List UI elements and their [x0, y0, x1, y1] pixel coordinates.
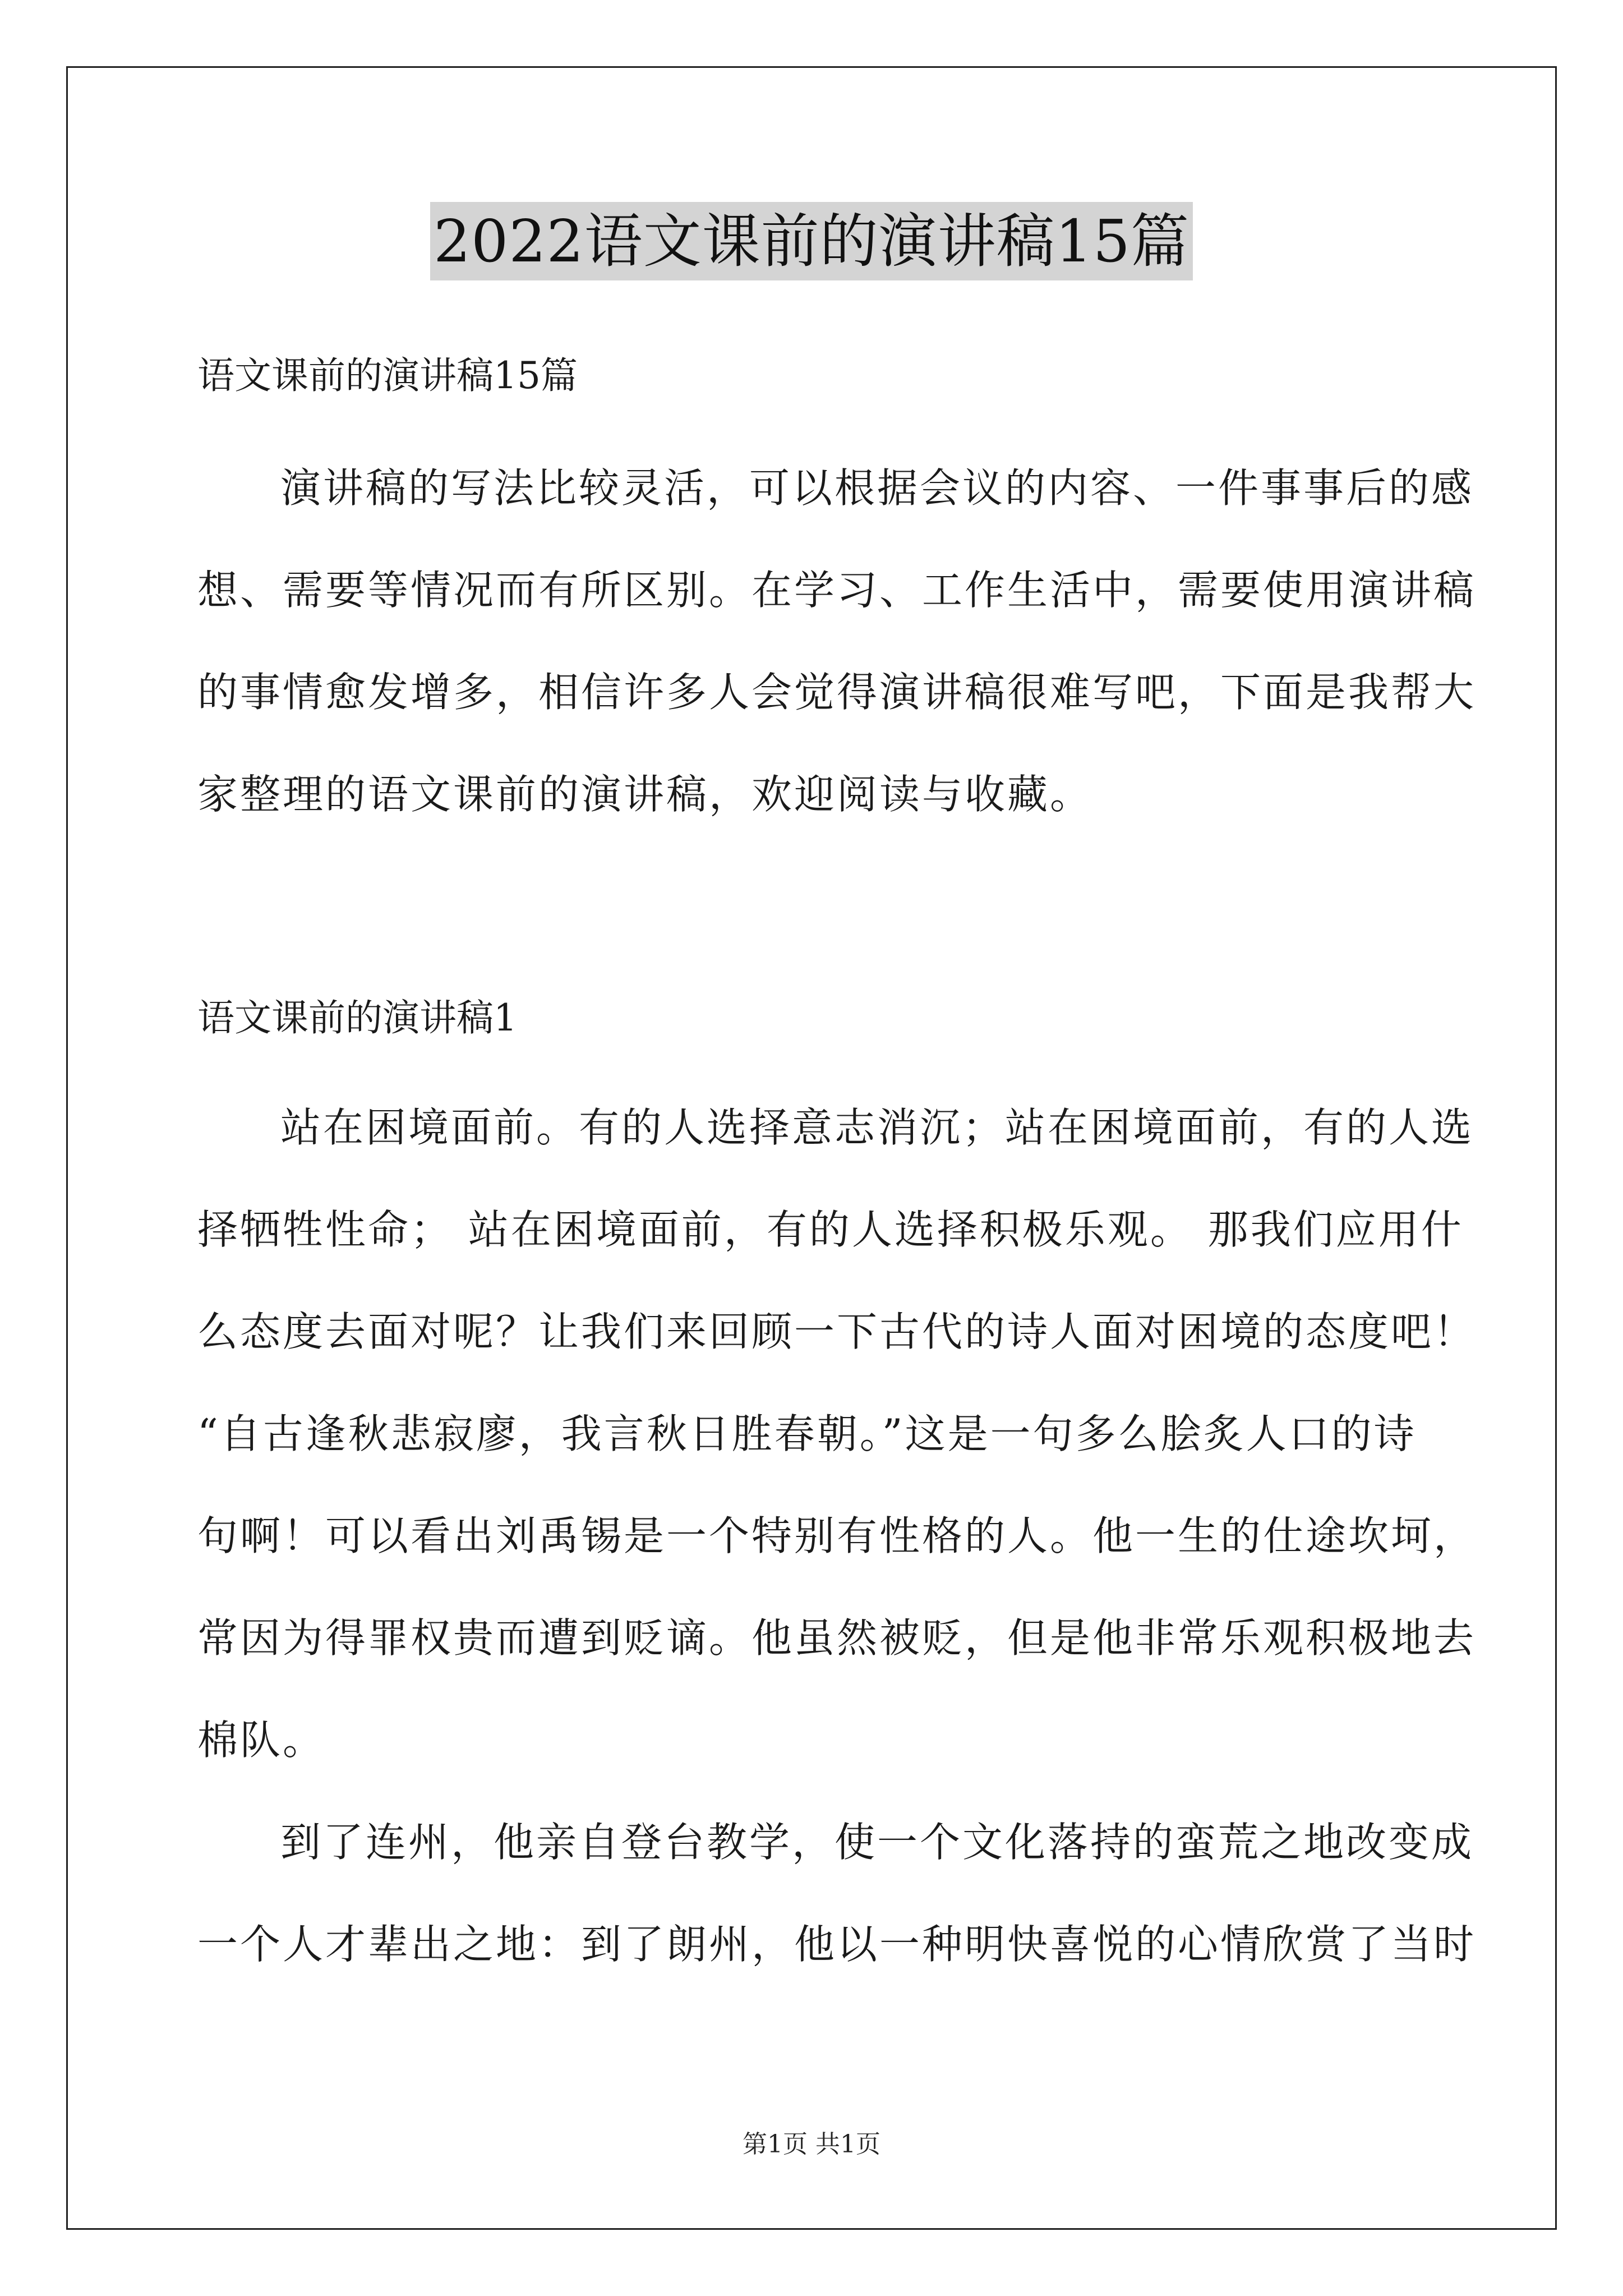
- paragraph-line: 棉队。: [197, 1717, 326, 1764]
- section-heading: 语文课前的演讲稿1: [197, 996, 517, 1039]
- title-container: [0, 202, 1623, 280]
- intro-line: 的事情愈发增多，相信许多人会觉得演讲稿很难写吧，下面是我帮大: [197, 669, 1477, 716]
- paragraph-line: 站在困境面前。有的人选择意志消沉；站在困境面前，有的人选: [280, 1104, 1474, 1151]
- document-subtitle: 语文课前的演讲稿15篇: [197, 354, 578, 397]
- document-title: 2022语文课前的演讲稿15篇: [430, 202, 1193, 280]
- paragraph-line: 常因为得罪权贵而遭到贬谪。他虽然被贬，但是他非常乐观积极地去: [197, 1614, 1477, 1662]
- paragraph-line: 句啊！可以看出刘禹锡是一个特别有性格的人。他一生的仕途坎坷，: [197, 1512, 1477, 1559]
- intro-line: 演讲稿的写法比较灵活，可以根据会议的内容、一件事事后的感: [280, 464, 1474, 512]
- paragraph-line: 到了连州，他亲自登台教学，使一个文化落持的蛮荒之地改变成: [280, 1819, 1474, 1866]
- intro-line: 想、需要等情况而有所区别。在学习、工作生活中，需要使用演讲稿: [197, 567, 1477, 614]
- intro-line: 家整理的语文课前的演讲稿，欢迎阅读与收藏。: [197, 771, 1093, 818]
- page-footer: 第1页 共1页: [743, 2130, 880, 2159]
- paragraph-line: 择牺牲性命； 站在困境面前，有的人选择积极乐观。 那我们应用什: [197, 1206, 1464, 1253]
- paragraph-line: “自古逢秋悲寂廖，我言秋日胜春朝。”这是一句多么脍炙人口的诗: [197, 1410, 1417, 1457]
- paragraph-line: 一个人才辈出之地：到了朗州，他以一种明快喜悦的心情欣赏了当时: [197, 1921, 1477, 1968]
- paragraph-line: 么态度去面对呢？让我们来回顾一下古代的诗人面对困境的态度吧！: [197, 1308, 1477, 1355]
